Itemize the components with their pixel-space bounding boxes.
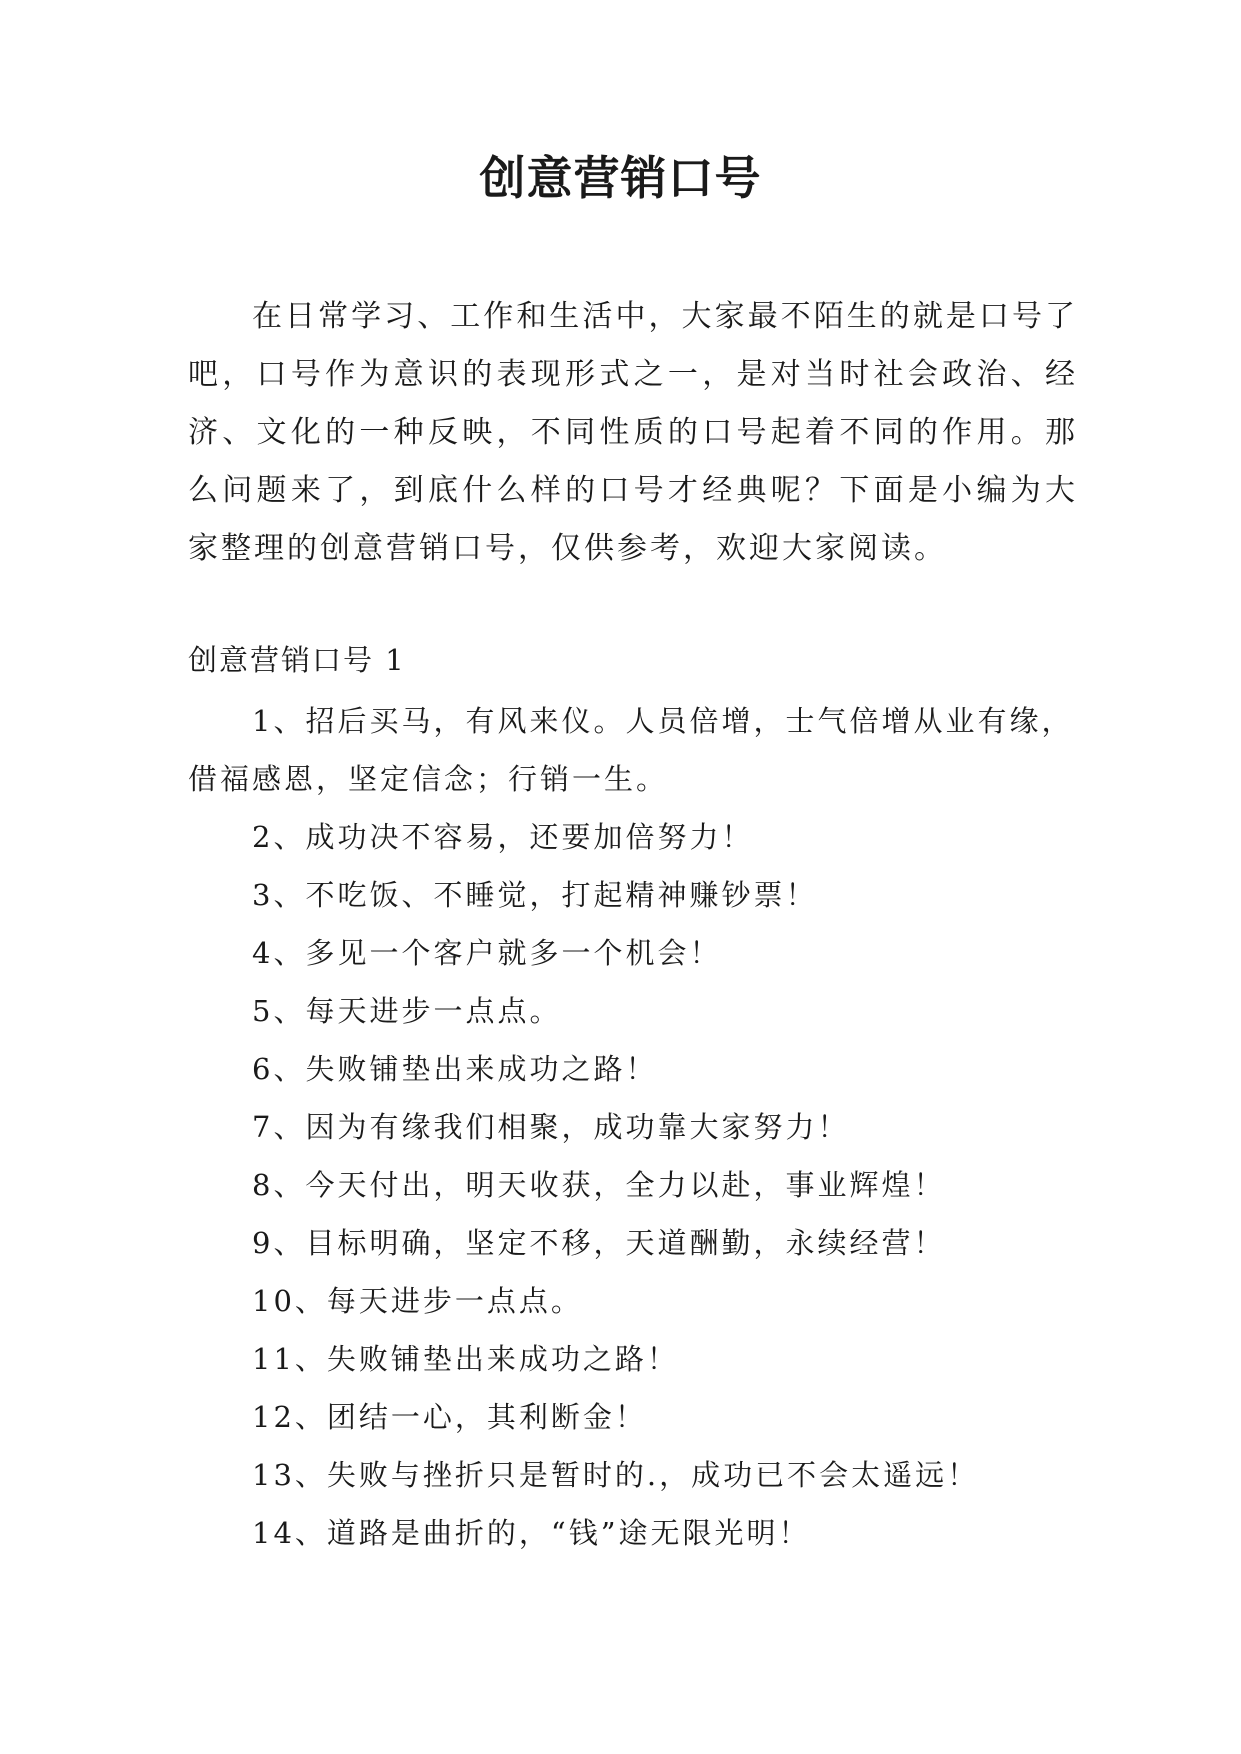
slogan-item: 11、失败铺垫出来成功之路！ (252, 1342, 679, 1376)
slogan-item: 14、道路是曲折的，“钱”途无限光明！ (252, 1516, 811, 1550)
slogan-item: 1、招后买马，有风来仪。人员倍增，士气倍增从业有缘，借福感恩，坚定信念；行销一生。 (188, 704, 1074, 796)
section-heading: 创意营销口号 1 (188, 643, 406, 677)
slogan-item: 4、多见一个客户就多一个机会！ (252, 936, 722, 970)
intro-paragraph: 在日常学习、工作和生活中，大家最不陌生的就是口号了吧，口号作为意识的表现形式之一，是对当时社会政治、经济、文化的一种反映，不同性质的口号起着不同的作用。那么问题来了，到底什么样的口号才经典呢？下面是小编为大家整理的创意营销口号，仅供参考，欢迎大家阅读。 (188, 299, 1078, 566)
slogan-item: 13、失败与挫折只是暂时的.，成功已不会太遥远！ (252, 1458, 980, 1492)
slogan-item: 6、失败铺垫出来成功之路！ (252, 1052, 658, 1086)
slogan-item: 8、今天付出，明天收获，全力以赴，事业辉煌！ (252, 1168, 946, 1202)
slogan-item: 10、每天进步一点点。 (252, 1284, 583, 1318)
slogan-item: 3、不吃饭、不睡觉，打起精神赚钞票！ (252, 878, 818, 912)
slogan-list (188, 692, 1078, 1562)
document-title: 创意营销口号 (479, 151, 762, 205)
slogan-item: 9、目标明确，坚定不移，天道酬勤，永续经营！ (252, 1226, 946, 1260)
slogan-item: 12、团结一心，其利断金！ (252, 1400, 647, 1434)
slogan-item: 2、成功决不容易，还要加倍努力！ (252, 820, 754, 854)
slogan-item: 7、因为有缘我们相聚，成功靠大家努力！ (252, 1110, 850, 1144)
slogan-item: 5、每天进步一点点。 (252, 994, 562, 1028)
